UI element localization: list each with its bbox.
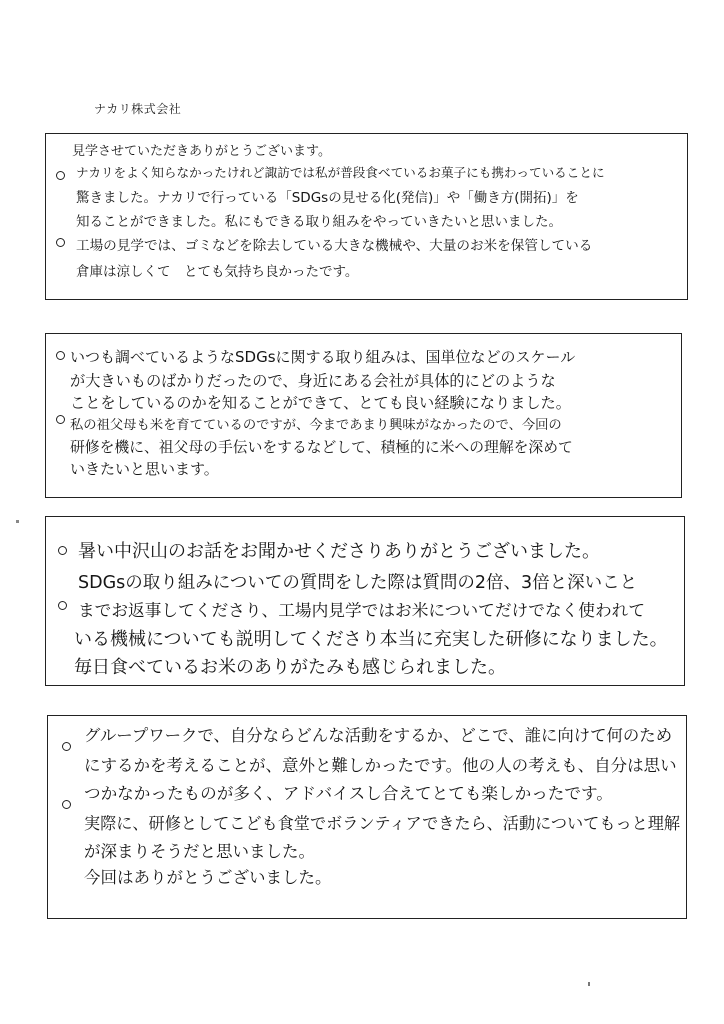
response-card-3 — [45, 516, 685, 686]
response-line: 工場の見学では、ゴミなどを除去している大きな機械や、大量のお米を保管している — [76, 238, 593, 254]
response-line: が深まりそうだと思いました。 — [84, 842, 315, 861]
response-line: 研修を機に、祖父母の手伝いをするなどして、積極的に米への理解を深めて — [70, 439, 573, 456]
response-line: 実際に、研修としてこども食堂でボランティアできたら、活動についてもっと理解 — [84, 814, 681, 833]
response-line: 私の祖父母も米を育てているのですが、今まであまり興味がなかったので、今回の — [70, 418, 562, 433]
scan-speck — [588, 982, 590, 986]
response-line: いきたいと思います。 — [70, 460, 219, 478]
response-card-4 — [47, 715, 687, 919]
bullet-icon — [62, 800, 71, 809]
response-line: つかなかったものが多く、アドバイスし合えてとても楽しかったです。 — [84, 784, 613, 803]
response-line: ことをしているのかを知ることができて、とても良い経験になりました。 — [70, 394, 571, 412]
response-line: までお返事してくださり、工場内見学ではお米についてだけでなく使われて — [78, 600, 646, 620]
bullet-icon — [56, 351, 65, 360]
response-line: 倉庫は涼しくて とても気持ち良かったです。 — [76, 264, 359, 280]
response-line: いつも調べているようなSDGsに関する取り組みは、国単位などのスケール — [70, 348, 576, 366]
bullet-icon — [62, 742, 71, 751]
response-line: 今回はありがとうございました。 — [84, 868, 332, 887]
bullet-icon — [58, 601, 67, 610]
bullet-icon — [56, 238, 65, 247]
scan-speck — [16, 520, 19, 523]
response-line: 毎日食べているお米のありがたみも感じられました。 — [74, 657, 506, 678]
company-name: ナカリ株式会社 — [94, 102, 182, 116]
response-line: SDGsの取り組みについての質問をした際は質問の2倍、3倍と深いこと — [78, 573, 638, 593]
bullet-icon — [58, 546, 67, 555]
response-line: 暑い中沢山のお話をお聞かせくださりありがとうございました。 — [78, 541, 600, 562]
response-line: 知ることができました。私にもできる取り組みをやっていきたいと思いました。 — [76, 214, 562, 230]
response-card-1 — [45, 133, 688, 300]
response-line: にするかを考えることが、意外と難しかったです。他の人の考えも、自分は思い — [84, 756, 677, 775]
response-line: いる機械についても説明してくださり本当に充実した研修になりました。 — [74, 629, 668, 650]
bullet-icon — [56, 415, 65, 424]
response-line: が大きいものばかりだったので、身近にある会社が具体的にどのような — [70, 372, 556, 390]
response-line: 驚きました。ナカリで行っている「SDGsの見せる化(発信)」や「働き方(開拓)」を — [76, 190, 579, 206]
response-line: 見学させていただきありがとうございます。 — [72, 144, 331, 159]
response-line: グループワークで、自分ならどんな活動をするか、どこで、誰に向けて何のため — [84, 726, 673, 745]
response-line: ナカリをよく知らなかったけれど諏訪では私が普段食べているお菓子にも携わっていることに — [76, 165, 605, 180]
bullet-icon — [56, 171, 65, 180]
response-card-2 — [45, 333, 682, 498]
